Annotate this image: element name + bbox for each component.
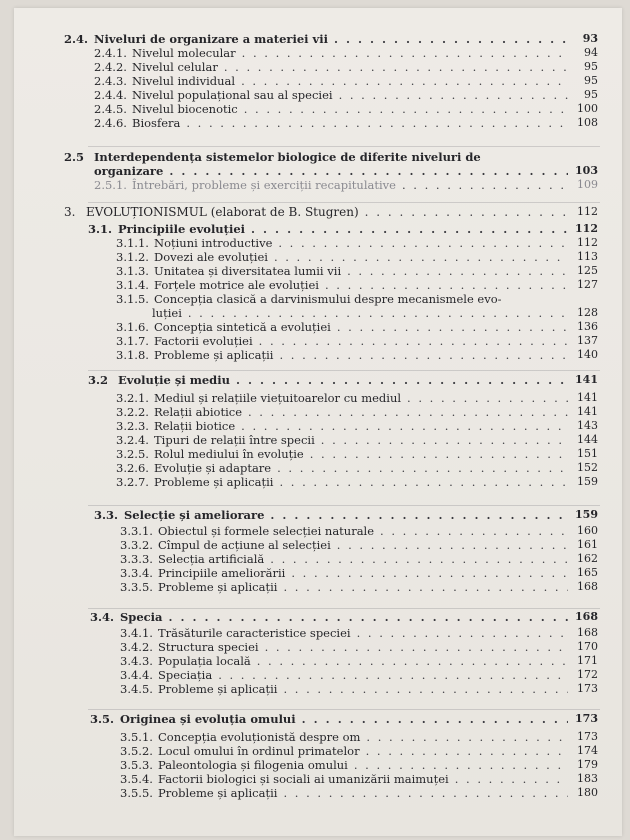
toc-page-number: 168 [577, 626, 598, 639]
toc-entry [14, 88, 622, 102]
toc-entry-title: Întrebări, probleme și exerciții recapitulative [132, 178, 396, 192]
dot-leader [354, 758, 568, 772]
toc-entry-number: 2.4.2. [94, 60, 127, 74]
toc-entry [14, 730, 622, 744]
dot-leader [283, 682, 568, 696]
dot-leader [279, 475, 568, 489]
toc-entry-title: Trăsăturile caracteristice speciei [158, 626, 351, 640]
dot-leader [302, 712, 568, 726]
toc-entry-title: Unitatea și diversitatea lumii vii [154, 264, 342, 278]
dot-leader [248, 405, 568, 419]
toc-entry-title: Nivelul individual [132, 74, 236, 88]
toc-entry [14, 712, 622, 726]
toc-entry [14, 524, 622, 538]
dot-leader [188, 306, 568, 320]
toc-entry-title: Nivelul celular [132, 60, 218, 74]
toc-page-number: 173 [577, 730, 598, 743]
toc-entry [14, 320, 622, 334]
toc-entry-number: 3. [64, 205, 76, 219]
toc-entry-title: Tipuri de relații între specii [154, 433, 315, 447]
toc-entry-title: Structura speciei [158, 640, 259, 654]
dot-leader [337, 538, 568, 552]
dot-leader [259, 334, 568, 348]
toc-entry-number: 3.4.3. [120, 654, 153, 668]
toc-entry [14, 278, 622, 292]
dot-leader [407, 391, 568, 405]
dot-leader [186, 116, 568, 130]
toc-page-number: 112 [575, 222, 598, 235]
toc-entry-number: 3.1.3. [116, 264, 149, 278]
toc-entry-title: Selecție și ameliorare [124, 508, 265, 522]
toc-entry [14, 306, 622, 320]
toc-entry-title: Relații biotice [154, 419, 236, 433]
toc-entry-number: 3.2.7. [116, 475, 149, 489]
dot-leader [270, 552, 568, 566]
toc-entry-number: 3.5.1. [120, 730, 153, 744]
toc-page-number: 160 [577, 524, 598, 537]
toc-page-number: 95 [584, 74, 598, 87]
dot-leader [244, 102, 568, 116]
toc-entry [14, 508, 622, 522]
toc-entry-number: 3.1.7. [116, 334, 149, 348]
toc-entry [14, 772, 622, 786]
dot-leader [251, 222, 568, 236]
toc-entry-title: EVOLUȚIONISMUL (elaborat de B. Stugren) [86, 205, 359, 219]
toc-entry [14, 610, 622, 624]
dot-leader [257, 654, 568, 668]
toc-entry [14, 102, 622, 116]
dot-leader [274, 250, 568, 264]
toc-entry [14, 447, 622, 461]
dot-leader [278, 236, 568, 250]
dot-leader [283, 786, 568, 800]
toc-page-number: 168 [577, 580, 598, 593]
dot-leader [265, 640, 568, 654]
toc-entry-number: 3.1. [88, 222, 113, 236]
toc-entry-number: 3.1.1. [116, 236, 149, 250]
toc-entry-title: Paleontologia și filogenia omului [158, 758, 348, 772]
toc-entry [14, 419, 622, 433]
toc-page-number: 136 [577, 320, 598, 333]
toc-entry-number: 2.5.1. [94, 178, 127, 192]
toc-entry-number: 3.5. [90, 712, 115, 726]
section-divider [88, 608, 600, 609]
dot-leader [366, 730, 568, 744]
toc-entry-title: Probleme și aplicații [158, 682, 278, 696]
toc-entry [14, 461, 622, 475]
toc-page-number: 161 [577, 538, 598, 551]
toc-entry [14, 292, 622, 306]
toc-page-number: 128 [577, 306, 598, 319]
toc-entry-title: Noțiuni introductive [154, 236, 273, 250]
toc-entry-number: 2.5 [64, 150, 85, 164]
toc-entry-number: 3.3.5. [120, 580, 153, 594]
toc-page-number: 179 [577, 758, 598, 771]
dot-leader [224, 60, 568, 74]
toc-page-number: 141 [575, 373, 598, 386]
toc-entry [14, 178, 622, 192]
dot-leader [321, 433, 568, 447]
section-divider [88, 370, 600, 371]
toc-entry-number: 3.3.2. [120, 538, 153, 552]
dot-leader [277, 461, 568, 475]
toc-entry-title: Dovezi ale evoluției [154, 250, 268, 264]
toc-entry-title: Relații abiotice [154, 405, 242, 419]
toc-entry [14, 682, 622, 696]
dot-leader [291, 566, 568, 580]
toc-entry-title: Nivelul molecular [132, 46, 236, 60]
dot-leader [380, 524, 568, 538]
toc-page-number: 173 [577, 682, 598, 695]
toc-entry [14, 264, 622, 278]
toc-page-number: 140 [577, 348, 598, 361]
toc-entry [14, 405, 622, 419]
toc-entry-number: 3.2.5. [116, 447, 149, 461]
toc-entry-number: 3.2.3. [116, 419, 149, 433]
toc-entry-number: 3.2 [88, 373, 109, 387]
toc-entry-title: Selecția artificială [158, 552, 265, 566]
toc-page-number: 162 [577, 552, 598, 565]
toc-page-number: 180 [577, 786, 598, 799]
toc-page-number: 95 [584, 88, 598, 101]
toc-entry-title: Principiile evoluției [118, 222, 246, 236]
toc-page-number: 112 [577, 205, 598, 218]
toc-entry-title: Nivelul biocenotic [132, 102, 238, 116]
toc-entry [14, 236, 622, 250]
toc-entry-number: 3.5.5. [120, 786, 153, 800]
toc-page-number: 108 [577, 116, 598, 129]
toc-entry [14, 566, 622, 580]
section-divider [88, 146, 600, 147]
toc-page-number: 159 [577, 475, 598, 488]
toc-entry [14, 758, 622, 772]
toc-entry [14, 580, 622, 594]
toc-entry-title: Originea și evoluția omului [120, 712, 296, 726]
toc-entry-number: 2.4.5. [94, 102, 127, 116]
toc-entry-number: 3.1.4. [116, 278, 149, 292]
toc-page-number: 95 [584, 60, 598, 73]
toc-entry-number: 3.4.5. [120, 682, 153, 696]
toc-entry-number: 3.1.5. [116, 292, 149, 306]
toc-entry-number: 3.4.4. [120, 668, 153, 682]
toc-entry-title: Nivelul populațional sau al speciei [132, 88, 333, 102]
toc-page-number: 144 [577, 433, 598, 446]
section-divider [88, 709, 600, 710]
toc-page-number: 103 [575, 164, 598, 177]
toc-entry-number: 3.4.1. [120, 626, 153, 640]
dot-leader [279, 348, 568, 362]
toc-entry-number: 3.2.4. [116, 433, 149, 447]
toc-page-number: 125 [577, 264, 598, 277]
dot-leader [455, 772, 568, 786]
toc-page-number: 174 [577, 744, 598, 757]
toc-entry-number: 3.2.6. [116, 461, 149, 475]
toc-page-number: 112 [577, 236, 598, 249]
section-divider [88, 202, 600, 203]
toc-entry-title: Cîmpul de acțiune al selecției [158, 538, 331, 552]
toc-entry-number: 3.1.6. [116, 320, 149, 334]
toc-entry [14, 46, 622, 60]
dot-leader [357, 626, 568, 640]
toc-entry-title: Mediul și relațiile viețuitoarelor cu mediul [154, 391, 402, 405]
toc-entry-title: Concepția sintetică a evoluției [154, 320, 331, 334]
dot-leader [334, 32, 568, 46]
toc-entry-number: 3.2.1. [116, 391, 149, 405]
toc-entry-number: 3.1.8. [116, 348, 149, 362]
toc-page-number: 141 [577, 405, 598, 418]
dot-leader [402, 178, 568, 192]
dot-leader [365, 205, 568, 219]
toc-entry-number: 2.4.1. [94, 46, 127, 60]
toc-entry-number: 3.2.2. [116, 405, 149, 419]
toc-entry [14, 744, 622, 758]
toc-entry-number: 3.3.4. [120, 566, 153, 580]
dot-leader [347, 264, 568, 278]
section-divider [88, 505, 600, 506]
toc-page-number: 183 [577, 772, 598, 785]
dot-leader [325, 278, 568, 292]
toc-entry-title: Concepția clasică a darvinismului despre mecanismele evo- [154, 292, 502, 306]
toc-page-number: 141 [577, 391, 598, 404]
toc-page-number: 159 [575, 508, 598, 521]
toc-entry [14, 222, 622, 236]
toc-page-number: 113 [577, 250, 598, 263]
toc-entry [14, 373, 622, 387]
toc-entry-number: 3.1.2. [116, 250, 149, 264]
toc-page-number: 168 [575, 610, 598, 623]
toc-entry-title: luției [152, 306, 182, 320]
toc-entry [14, 205, 622, 219]
toc-entry-title: Speciația [158, 668, 213, 682]
toc-entry-number: 3.3.3. [120, 552, 153, 566]
toc-entry [14, 538, 622, 552]
toc-entry-title: Probleme și aplicații [154, 348, 274, 362]
toc-entry-number: 3.4. [90, 610, 115, 624]
toc-page-number: 165 [577, 566, 598, 579]
dot-leader [270, 508, 568, 522]
toc-entry [14, 348, 622, 362]
dot-leader [366, 744, 568, 758]
toc-entry [14, 150, 622, 164]
toc-entry [14, 654, 622, 668]
toc-entry-title: Specia [120, 610, 163, 624]
toc-entry-title: Factorii evoluției [154, 334, 253, 348]
toc-entry [14, 60, 622, 74]
toc-entry-number: 3.4.2. [120, 640, 153, 654]
toc-entry [14, 668, 622, 682]
toc-entry-title: Forțele motrice ale evoluției [154, 278, 319, 292]
toc-entry [14, 640, 622, 654]
toc-entry [14, 164, 622, 178]
toc-entry-number: 2.4. [64, 32, 89, 46]
toc-entry-title: Probleme și aplicații [158, 786, 278, 800]
toc-entry-title: Populația locală [158, 654, 251, 668]
dot-leader [241, 419, 568, 433]
dot-leader [242, 46, 568, 60]
toc-page-number: 127 [577, 278, 598, 291]
toc-page-number: 170 [577, 640, 598, 653]
toc-entry-title: Principiile ameliorării [158, 566, 286, 580]
dot-leader [236, 373, 568, 387]
book-page [14, 8, 622, 836]
toc-entry-number: 3.5.4. [120, 772, 153, 786]
toc-entry-title: Evoluție și adaptare [154, 461, 272, 475]
toc-page-number: 100 [577, 102, 598, 115]
dot-leader [218, 668, 568, 682]
dot-leader [339, 88, 568, 102]
toc-entry [14, 552, 622, 566]
toc-entry-title: Concepția evoluționistă despre om [158, 730, 361, 744]
toc-page-number: 143 [577, 419, 598, 432]
toc-entry [14, 74, 622, 88]
toc-entry [14, 391, 622, 405]
toc-page-number: 109 [577, 178, 598, 191]
toc-entry-number: 3.3. [94, 508, 119, 522]
toc-entry [14, 334, 622, 348]
toc-entry-title: Niveluri de organizare a materiei vii [94, 32, 328, 46]
toc-entry-number: 2.4.4. [94, 88, 127, 102]
toc-entry-title: Evoluție și mediu [118, 373, 230, 387]
dot-leader [169, 164, 568, 178]
toc-entry [14, 475, 622, 489]
toc-entry [14, 433, 622, 447]
toc-entry-title: Rolul mediului în evoluție [154, 447, 304, 461]
toc-entry [14, 626, 622, 640]
toc-entry-number: 2.4.3. [94, 74, 127, 88]
toc-page-number: 152 [577, 461, 598, 474]
toc-page-number: 94 [584, 46, 598, 59]
toc-page-number: 171 [577, 654, 598, 667]
dot-leader [310, 447, 568, 461]
toc-entry-title: Locul omului în ordinul primatelor [158, 744, 360, 758]
toc-entry [14, 786, 622, 800]
toc-entry-title: Obiectul și formele selecției naturale [158, 524, 375, 538]
toc-entry-title: Probleme și aplicații [154, 475, 274, 489]
toc-page-number: 137 [577, 334, 598, 347]
toc-page-number: 151 [577, 447, 598, 460]
toc-entry-number: 3.5.3. [120, 758, 153, 772]
toc-entry [14, 32, 622, 46]
toc-entry [14, 116, 622, 130]
toc-entry-number: 3.5.2. [120, 744, 153, 758]
dot-leader [337, 320, 568, 334]
toc-page-number: 93 [582, 32, 598, 45]
toc-entry-number: 3.3.1. [120, 524, 153, 538]
toc-entry [14, 250, 622, 264]
dot-leader [283, 580, 568, 594]
toc-entry-title: Biosfera [132, 116, 181, 130]
toc-entry-title: organizare [94, 164, 164, 178]
toc-page-number: 173 [575, 712, 598, 725]
dot-leader [169, 610, 569, 624]
toc-entry-number: 2.4.6. [94, 116, 127, 130]
toc-page-number: 172 [577, 668, 598, 681]
toc-entry-title: Interdependența sistemelor biologice de diferite niveluri de [94, 150, 481, 164]
toc-entry-title: Factorii biologici și sociali ai umanizării maimuței [158, 772, 449, 786]
dot-leader [241, 74, 568, 88]
toc-entry-title: Probleme și aplicații [158, 580, 278, 594]
